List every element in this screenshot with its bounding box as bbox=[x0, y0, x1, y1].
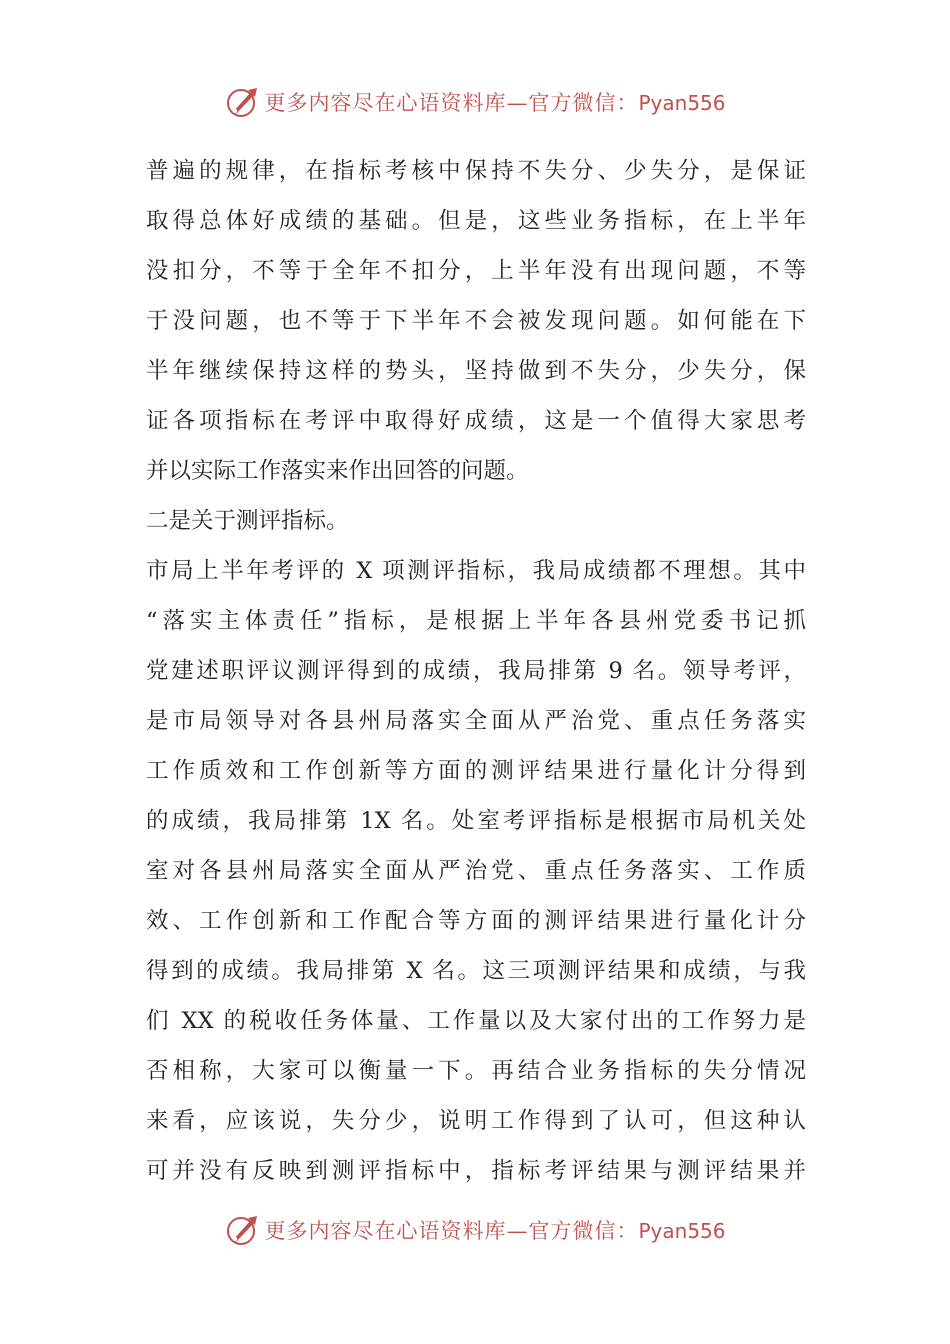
body-line: 是市局领导对各县州局落实全面从严治党、重点任务落实 bbox=[146, 708, 806, 734]
body-line: 室对各县州局落实全面从严治党、重点任务落实、工作质 bbox=[146, 858, 806, 884]
document-body bbox=[146, 146, 806, 1196]
body-line: 半年继续保持这样的势头，坚持做到不失分，少失分，保 bbox=[146, 358, 806, 384]
header-wechat-id: Pyan556 bbox=[638, 91, 726, 115]
body-line: 得到的成绩。我局排第 X 名。这三项测评结果和成绩，与我 bbox=[146, 958, 806, 984]
body-line: 没扣分，不等于全年不扣分，上半年没有出现问题，不等 bbox=[146, 258, 806, 284]
body-line: 的成绩，我局排第 1X 名。处室考评指标是根据市局机关处 bbox=[146, 808, 806, 834]
body-line: 党建述职评议测评得到的成绩，我局排第 9 名。领导考评， bbox=[146, 658, 806, 684]
quill-seal-icon bbox=[224, 84, 260, 120]
body-line: 可并没有反映到测评指标中，指标考评结果与测评结果并 bbox=[146, 1158, 806, 1184]
quill-seal-icon bbox=[224, 1212, 260, 1248]
footer-text bbox=[264, 1215, 725, 1245]
footer-banner bbox=[0, 1206, 950, 1254]
footer-label: 更多内容尽在心语资料库—官方微信： bbox=[264, 1219, 639, 1243]
body-line: 于没问题，也不等于下半年不会被发现问题。如何能在下 bbox=[146, 308, 806, 334]
body-line: 们 XX 的税收任务体量、工作量以及大家付出的工作努力是 bbox=[146, 1008, 806, 1034]
body-line: 取得总体好成绩的基础。但是，这些业务指标，在上半年 bbox=[146, 208, 806, 234]
header-label: 更多内容尽在心语资料库—官方微信： bbox=[264, 91, 639, 115]
body-line: 证各项指标在考评中取得好成绩，这是一个值得大家思考 bbox=[146, 408, 806, 434]
body-line: 否相称，大家可以衡量一下。再结合业务指标的失分情况 bbox=[146, 1058, 806, 1084]
body-line: 普遍的规律，在指标考核中保持不失分、少失分，是保证 bbox=[146, 158, 806, 184]
footer-wechat-id: Pyan556 bbox=[638, 1219, 726, 1243]
section-heading: 二是关于测评指标。 bbox=[146, 508, 349, 534]
header-banner bbox=[0, 78, 950, 126]
body-line: 效、工作创新和工作配合等方面的测评结果进行量化计分 bbox=[146, 908, 806, 934]
body-line: “落实主体责任”指标，是根据上半年各县州党委书记抓 bbox=[146, 608, 806, 634]
body-line: 工作质效和工作创新等方面的测评结果进行量化计分得到 bbox=[146, 758, 806, 784]
body-line: 并以实际工作落实来作出回答的问题。 bbox=[146, 458, 529, 484]
header-text bbox=[264, 87, 725, 117]
body-line: 来看，应该说，失分少，说明工作得到了认可，但这种认 bbox=[146, 1108, 806, 1134]
body-line: 市局上半年考评的 X 项测评指标，我局成绩都不理想。其中 bbox=[146, 558, 806, 584]
